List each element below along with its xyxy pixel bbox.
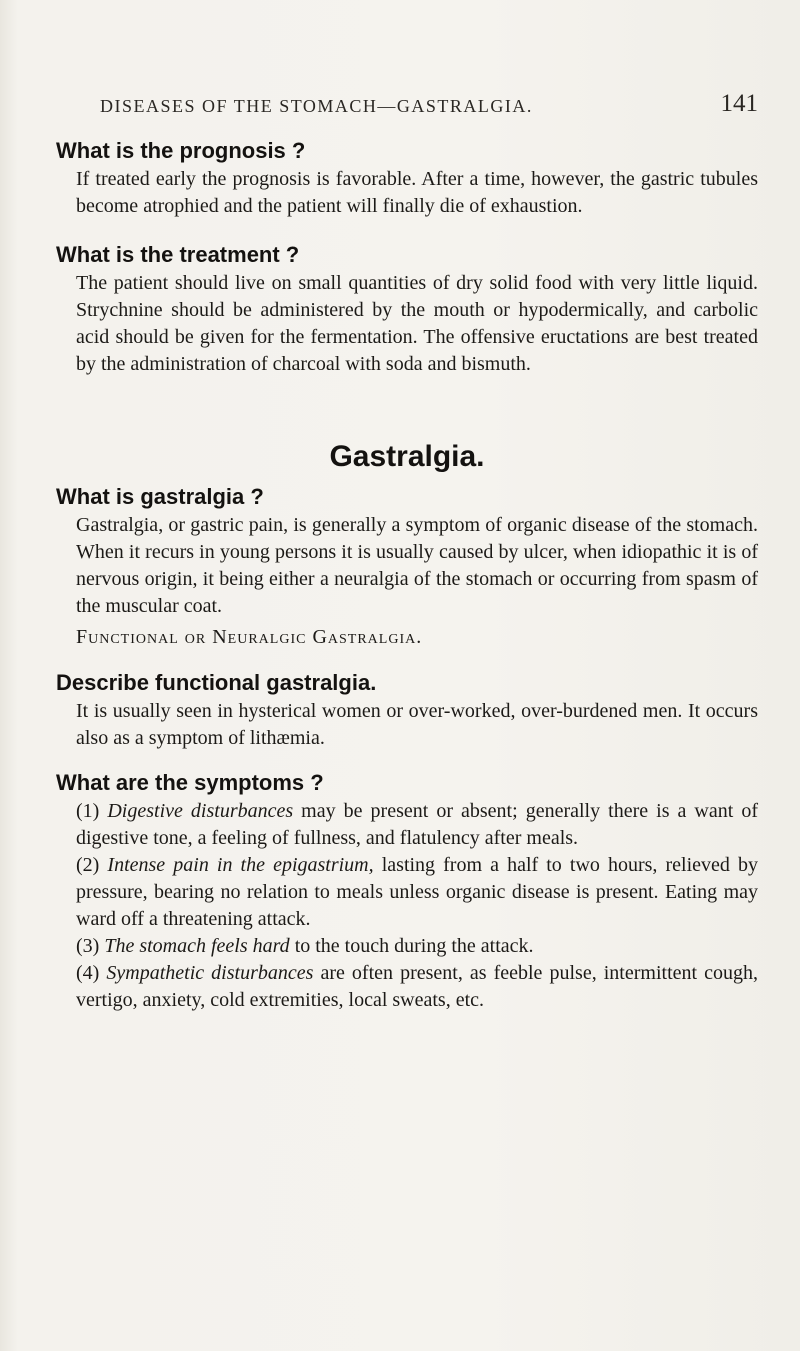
symptom-number: (4) (76, 962, 100, 984)
page-number: 141 (720, 90, 758, 117)
describe-answer: It is usually seen in hysterical women or over-worked, over-burdened men. It occurs also as a symptom of lithæmia. (76, 700, 758, 749)
symptom-item (56, 798, 758, 852)
treatment-block (56, 240, 758, 378)
what-is-answer: Gastralgia, or gastric pain, is generally a symptom of organic disease of the stomach. When it recurs in young persons it is usually caused by ulcer, when idiopathic it is of nervous origin, it being either a neuralgia of the stomach or occurring from spasm of the muscular coat. (76, 514, 758, 617)
symptom-item (56, 852, 758, 933)
what-is-block (56, 482, 758, 620)
symptom-text: may be present or absent; generally there is a want of digestive tone, a feeling of fullness, and flatulency after meals. (76, 800, 758, 849)
running-head-title: DISEASES OF THE STOMACH—GASTRALGIA. (100, 96, 533, 116)
symptom-text: lasting from a half to two hours, relieved by pressure, bearing no relation to meals unless organic disease is present. Eating may ward off a threatening attack. (76, 854, 759, 930)
symptoms-block (56, 768, 758, 1014)
describe-block (56, 668, 758, 752)
treatment-question: What is the treatment ? (56, 242, 300, 267)
running-head (90, 90, 758, 130)
symptom-text: are often present, as feeble pulse, intermittent cough, vertigo, anxiety, cold extremities, local sweats, etc. (76, 962, 758, 1011)
prognosis-block (56, 136, 758, 220)
treatment-answer: The patient should live on small quantities of dry solid food with very little liquid. Strychnine should be administered by the mouth or hypodermically, and carbolic acid should be given for the fermentation. The offensive eructations are best treated by the administration of charcoal with soda and bismuth. (76, 272, 758, 375)
symptom-term: Digestive disturbances (107, 800, 294, 822)
symptom-number: (3) (76, 935, 100, 957)
subheading: Functional or Neuralgic Gastralgia. (76, 626, 423, 648)
what-is-question: What is gastralgia ? (56, 484, 264, 509)
section-heading: Gastralgia. (329, 440, 485, 473)
symptom-term: Intense pain in the epigastrium, (107, 854, 374, 876)
prognosis-answer: If treated early the prognosis is favorable. After a time, however, the gastric tubules become atrophied and the patient will finally die of exhaustion. (76, 168, 758, 217)
symptom-number: (1) (76, 800, 100, 822)
symptom-number: (2) (76, 854, 100, 876)
symptoms-question: What are the symptoms ? (56, 770, 324, 795)
describe-question: Describe functional gastralgia. (56, 670, 377, 695)
symptom-text: to the touch during the attack. (289, 935, 534, 957)
symptom-term: The stomach feels hard (104, 935, 290, 957)
page-content (56, 136, 758, 1014)
prognosis-question: What is the prognosis ? (56, 138, 306, 163)
symptom-item (56, 933, 758, 960)
symptom-term: Sympathetic disturbances (106, 962, 314, 984)
symptom-item (56, 960, 758, 1014)
